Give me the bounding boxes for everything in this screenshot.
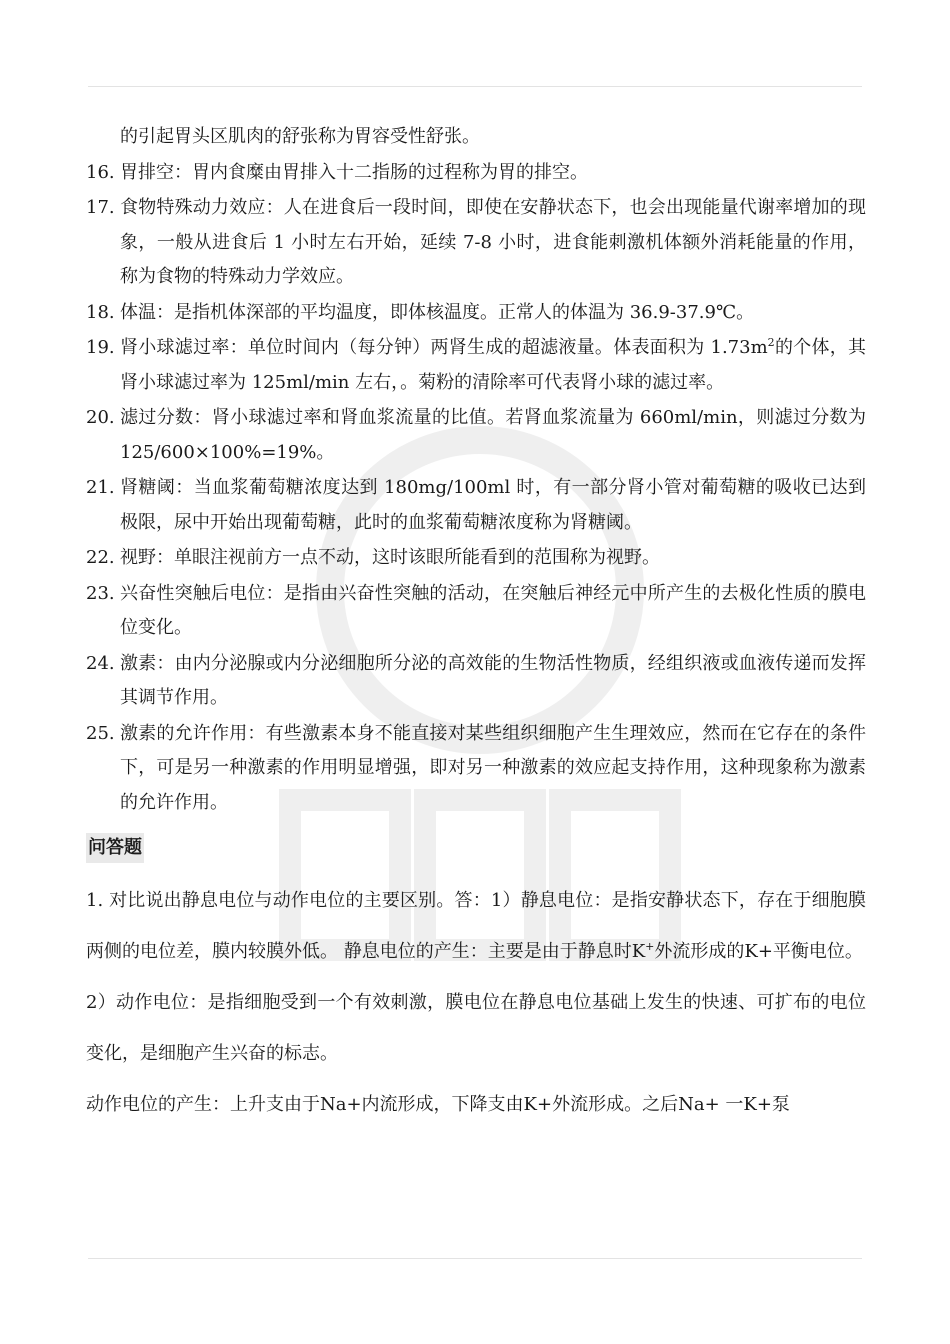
- item-text: 食物特殊动力效应：人在进食后一段时间，即使在安静状态下，也会出现能量代谢率增加的现象，一般从进食后 1 小时左右开始，延续 7-8 小时，进食能刺激机体额外消耗能量的作用，称为食物的特殊动力学效应。: [120, 197, 866, 287]
- definition-item: [86, 647, 866, 716]
- item-number: 20.: [86, 407, 115, 428]
- definition-item: [86, 471, 866, 540]
- definition-item: [86, 577, 866, 646]
- definition-item: [86, 717, 866, 821]
- item-number: 24.: [86, 652, 115, 674]
- definition-item: [86, 191, 866, 295]
- item-text: 胃排空：胃内食糜由胃排入十二指肠的过程称为胃的排空。: [120, 161, 588, 183]
- definition-item: [86, 331, 866, 400]
- definition-item: [86, 401, 866, 470]
- superscript: +: [645, 940, 655, 953]
- qa-paragraph: [86, 875, 866, 977]
- footer-rule: [88, 1258, 862, 1259]
- qa-paragraph: 动作电位的产生：上升支由于Na+内流形成，下降支由K+外流形成。之后Na+ 一K+泵: [86, 1094, 790, 1115]
- item-text: 体温：是指机体深部的平均温度，即体核温度。正常人的体温为 36.9-37.9℃。: [120, 301, 755, 323]
- definition-item: [86, 296, 866, 331]
- item-text: 肾小球滤过率：单位时间内（每分钟）两肾生成的超滤液量。体表面积为 1.73m: [120, 337, 768, 358]
- item-number: 25.: [86, 722, 115, 744]
- item-text: 的引起胃头区肌肉的舒张称为胃容受性舒张。: [120, 126, 480, 147]
- qa-text-cont: 外流形成的K+平衡电位。: [654, 941, 863, 962]
- qa-section: [86, 875, 866, 1130]
- item-text-cont: 的个体，其肾小球滤过率为 125ml/min 左右，。菊粉的清除率可代表肾小球的滤过率。: [120, 337, 867, 393]
- definition-item: [86, 156, 866, 191]
- definition-item: [86, 541, 866, 576]
- item-number: 22.: [86, 547, 115, 568]
- item-number: 23.: [86, 582, 115, 604]
- item-number: 19.: [86, 337, 115, 358]
- item-text: 滤过分数：肾小球滤过率和肾血浆流量的比值。若肾血浆流量为 660ml/min，则滤过分数为 125/600×100%=19%。: [120, 407, 866, 463]
- definition-list: [86, 120, 866, 820]
- qa-text: 1. 对比说出静息电位与动作电位的主要区别。答：1）静息电位：是指安静状态下，存在于细胞膜两侧的电位差，膜内较膜外低。 静息电位的产生：主要是由于静息时K: [86, 890, 866, 962]
- header-rule: [88, 86, 862, 87]
- qa-paragraph: 2）动作电位：是指细胞受到一个有效刺激，膜电位在静息电位基础上发生的快速、可扩布的电位变化，是细胞产生兴奋的标志。: [86, 992, 866, 1064]
- item-number: 18.: [86, 301, 115, 323]
- item-text: 激素：由内分泌腺或内分泌细胞所分泌的高效能的生物活性物质，经组织液或血液传递而发挥其调节作用。: [120, 652, 866, 708]
- item-number: 17.: [86, 197, 115, 218]
- page-content: [86, 120, 866, 1130]
- item-text: 肾糖阈：当血浆葡萄糖浓度达到 180mg/100ml 时，有一部分肾小管对葡萄糖的吸收已达到极限，尿中开始出现葡萄糖，此时的血浆葡萄糖浓度称为肾糖阈。: [120, 477, 866, 533]
- definition-item: [86, 120, 866, 155]
- superscript: 2: [767, 336, 775, 349]
- item-number: 16.: [86, 161, 115, 183]
- item-text: 兴奋性突触后电位：是指由兴奋性突触的活动，在突触后神经元中所产生的去极化性质的膜电位变化。: [120, 582, 866, 638]
- item-text: 激素的允许作用：有些激素本身不能直接对某些组织细胞产生生理效应，然而在它存在的条件下，可是另一种激素的作用明显增强，即对另一种激素的效应起支持作用，这种现象称为激素的允许作用。: [120, 722, 866, 813]
- section-heading: 问答题: [86, 833, 144, 863]
- item-text: 视野：单眼注视前方一点不动，这时该眼所能看到的范围称为视野。: [120, 547, 660, 568]
- item-number: 21.: [86, 477, 115, 498]
